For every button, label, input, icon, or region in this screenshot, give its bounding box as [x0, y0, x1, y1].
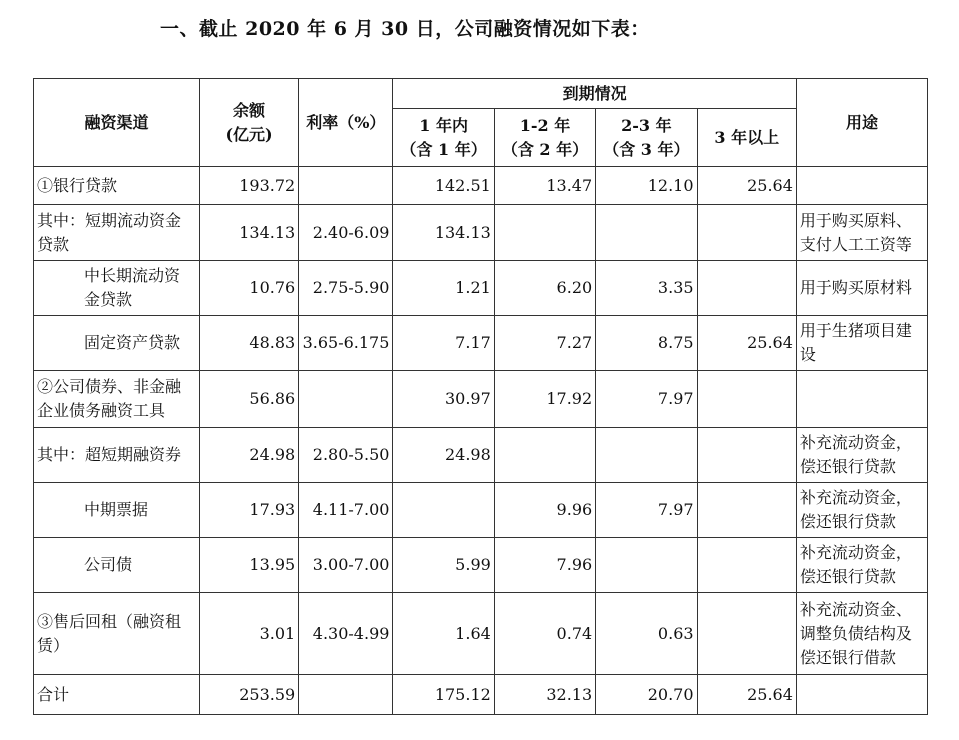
- table-row: [34, 316, 928, 371]
- cell-m1: 7.17: [393, 316, 494, 371]
- cell-m4: [697, 593, 796, 675]
- cell-balance: 134.13: [199, 205, 298, 261]
- cell-m2: 0.74: [494, 593, 595, 675]
- header-m1: [393, 109, 494, 167]
- cell-balance: 10.76: [199, 261, 298, 316]
- cell-channel: 其中：短期流动资金贷款: [34, 205, 200, 261]
- table-row: [34, 371, 928, 428]
- cell-purpose: 用于购买原料、支付人工工资等: [796, 205, 927, 261]
- cell-balance: 56.86: [199, 371, 298, 428]
- cell-balance: 17.93: [199, 483, 298, 538]
- header-m2-sub: （含 2 年）: [501, 139, 589, 159]
- header-balance-label: 余额: [233, 100, 266, 120]
- cell-balance: 3.01: [199, 593, 298, 675]
- cell-m4: [697, 205, 796, 261]
- cell-rate: 3.00-7.00: [299, 538, 393, 593]
- cell-m2: 17.92: [494, 371, 595, 428]
- header-m2: [494, 109, 595, 167]
- header-m2-label: 1-2 年: [519, 115, 571, 135]
- header-maturity: 到期情况: [393, 79, 796, 109]
- table-row: [34, 205, 928, 261]
- cell-balance: 193.72: [199, 167, 298, 205]
- cell-m1: [393, 483, 494, 538]
- header-purpose: 用途: [796, 79, 927, 167]
- cell-m3: 3.35: [596, 261, 697, 316]
- cell-rate: 2.80-5.50: [299, 428, 393, 483]
- table-row: [34, 675, 928, 715]
- cell-purpose: 用于生猪项目建设: [796, 316, 927, 371]
- cell-channel: 中长期流动资金贷款: [34, 261, 200, 316]
- cell-balance: 24.98: [199, 428, 298, 483]
- cell-purpose: 补充流动资金，偿还银行贷款: [796, 538, 927, 593]
- cell-purpose: [796, 167, 927, 205]
- cell-m3: 7.97: [596, 371, 697, 428]
- cell-purpose: 补充流动资金、调整负债结构及偿还银行借款: [796, 593, 927, 675]
- cell-m4: [697, 261, 796, 316]
- cell-m1: 175.12: [393, 675, 494, 715]
- cell-rate: [299, 167, 393, 205]
- cell-m3: [596, 428, 697, 483]
- cell-m1: 5.99: [393, 538, 494, 593]
- cell-m3: [596, 538, 697, 593]
- cell-rate: [299, 675, 393, 715]
- cell-rate: 3.65-6.175: [299, 316, 393, 371]
- cell-m4: [697, 483, 796, 538]
- financing-table: [33, 78, 928, 715]
- cell-balance: 253.59: [199, 675, 298, 715]
- cell-channel: 公司债: [34, 538, 200, 593]
- cell-balance: 48.83: [199, 316, 298, 371]
- header-m1-sub: （含 1 年）: [400, 139, 487, 159]
- cell-m2: 7.27: [494, 316, 595, 371]
- cell-m4: [697, 538, 796, 593]
- table-row: [34, 428, 928, 483]
- cell-rate: 2.75-5.90: [299, 261, 393, 316]
- cell-m1: 1.64: [393, 593, 494, 675]
- cell-m4: 25.64: [697, 675, 796, 715]
- cell-purpose: [796, 371, 927, 428]
- cell-m3: [596, 205, 697, 261]
- cell-purpose: 补充流动资金，偿还银行贷款: [796, 428, 927, 483]
- header-m1-label: 1 年内: [419, 115, 468, 135]
- cell-m3: 8.75: [596, 316, 697, 371]
- cell-purpose: 补充流动资金，偿还银行贷款: [796, 483, 927, 538]
- header-m3-sub: （含 3 年）: [603, 139, 690, 159]
- cell-m3: 12.10: [596, 167, 697, 205]
- header-rate: 利率（%）: [299, 79, 393, 167]
- cell-rate: 2.40-6.09: [299, 205, 393, 261]
- cell-m1: 134.13: [393, 205, 494, 261]
- cell-m4: [697, 428, 796, 483]
- cell-m3: 7.97: [596, 483, 697, 538]
- table-row: [34, 167, 928, 205]
- table-row: [34, 593, 928, 675]
- cell-channel: 固定资产贷款: [34, 316, 200, 371]
- cell-m2: 7.96: [494, 538, 595, 593]
- header-m3-label: 2-3 年: [621, 115, 672, 135]
- header-m4: 3 年以上: [697, 109, 796, 167]
- page-heading: 一、截止 2020 年 6 月 30 日，公司融资情况如下表：: [160, 18, 650, 40]
- header-m3: [596, 109, 697, 167]
- cell-m4: 25.64: [697, 316, 796, 371]
- header-balance-unit: (亿元): [225, 124, 273, 144]
- cell-channel: ③售后回租（融资租赁）: [34, 593, 200, 675]
- cell-m2: [494, 428, 595, 483]
- cell-m4: 25.64: [697, 167, 796, 205]
- cell-m3: 20.70: [596, 675, 697, 715]
- cell-channel: 中期票据: [34, 483, 200, 538]
- cell-m1: 30.97: [393, 371, 494, 428]
- header-channel: 融资渠道: [34, 79, 200, 167]
- cell-m2: 9.96: [494, 483, 595, 538]
- cell-purpose: [796, 675, 927, 715]
- cell-m4: [697, 371, 796, 428]
- cell-channel: 其中：超短期融资券: [34, 428, 200, 483]
- cell-channel: 合计: [34, 675, 200, 715]
- cell-balance: 13.95: [199, 538, 298, 593]
- table-row: [34, 483, 928, 538]
- cell-m3: 0.63: [596, 593, 697, 675]
- cell-m1: 142.51: [393, 167, 494, 205]
- table-row: [34, 261, 928, 316]
- cell-m2: 6.20: [494, 261, 595, 316]
- header-balance: [199, 79, 298, 167]
- cell-rate: 4.11-7.00: [299, 483, 393, 538]
- cell-channel: ②公司债券、非金融企业债务融资工具: [34, 371, 200, 428]
- cell-rate: [299, 371, 393, 428]
- cell-m2: 13.47: [494, 167, 595, 205]
- cell-m1: 1.21: [393, 261, 494, 316]
- cell-rate: 4.30-4.99: [299, 593, 393, 675]
- cell-channel: ①银行贷款: [34, 167, 200, 205]
- cell-m1: 24.98: [393, 428, 494, 483]
- cell-m2: [494, 205, 595, 261]
- cell-m2: 32.13: [494, 675, 595, 715]
- table-row: [34, 538, 928, 593]
- cell-purpose: 用于购买原材料: [796, 261, 927, 316]
